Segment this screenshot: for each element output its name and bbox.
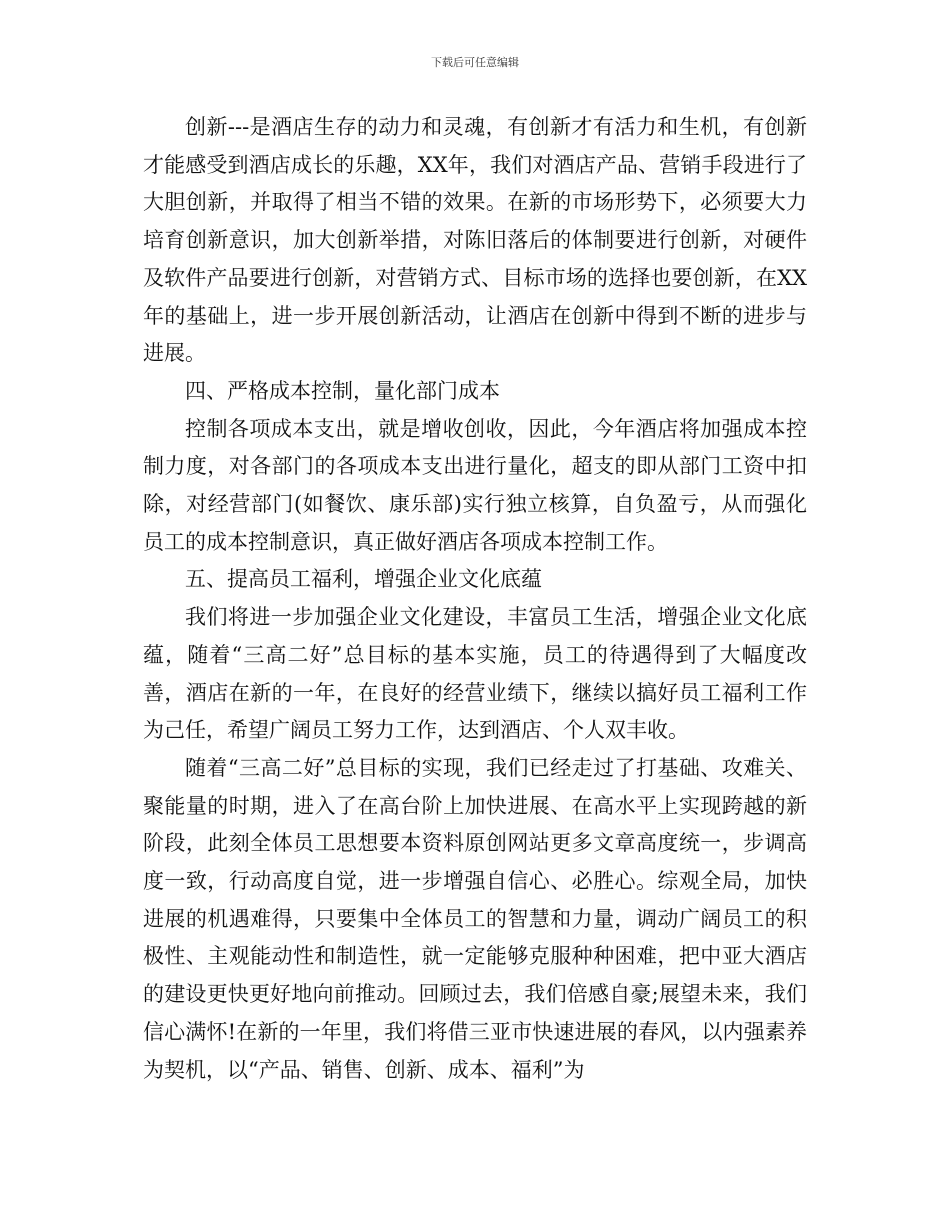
page-header: 下载后可任意编辑 <box>431 56 519 69</box>
paragraph-outlook: 随着“三高二好”总目标的实现，我们已经走过了打基础、攻难关、聚能量的时期，进入了在高台阶上加快进展、在高水平上实现跨越的新阶段，此刻全体员工思想要本资料原创网站更多文章高度统一，步调高度一致，行动高度自觉，进一步增强自信心、必胜心。综观全局，加快进展的机遇难得，只要集中全体员工的智慧和力量，调动广阔员工的积极性、主观能动性和制造性，就一定能够克服种种困难，把中亚大酒店的建设更快更好地向前推动。回顾过去，我们倍感自豪;展望未来，我们信心满怀!在新的一年里，我们将借三亚市快速进展的春风，以内强素养为契机，以“产品、销售、创新、成本、福利”为 <box>143 755 807 1082</box>
document-body <box>143 109 807 1089</box>
section-heading-employee-welfare: 五、提高员工福利，增强企业文化底蕴 <box>185 567 542 592</box>
paragraph-innovation: 创新---是酒店生存的动力和灵魂，有创新才有活力和生机，有创新才能感受到酒店成长的乐趣，XX年，我们对酒店产品、营销手段进行了大胆创新，并取得了相当不错的效果。在新的市场形势下，必须要大力培育创新意识，加大创新举措，对陈旧落后的体制要进行创新，对硬件及软件产品要进行创新，对营销方式、目标市场的选择也要创新，在XX年的基础上，进一步开展创新活动，让酒店在创新中得到不断的进步与进展。 <box>143 115 807 366</box>
paragraph-cost-control: 控制各项成本支出，就是增收创收，因此，今年酒店将加强成本控制力度，对各部门的各项成本支出进行量化，超支的即从部门工资中扣除，对经营部门(如餐饮、康乐部)实行独立核算，自负盈亏，从而强化员工的成本控制意识，真正做好酒店各项成本控制工作。 <box>143 416 807 554</box>
section-heading-cost-control: 四、严格成本控制，量化部门成本 <box>185 378 500 403</box>
paragraph-employee-welfare: 我们将进一步加强企业文化建设，丰富员工生活，增强企业文化底蕴，随着“三高二好”总目标的基本实施，员工的待遇得到了大幅度改善，酒店在新的一年，在良好的经营业绩下，继续以搞好员工福利工作为己任，希望广阔员工努力工作，达到酒店、个人双丰收。 <box>143 605 807 743</box>
